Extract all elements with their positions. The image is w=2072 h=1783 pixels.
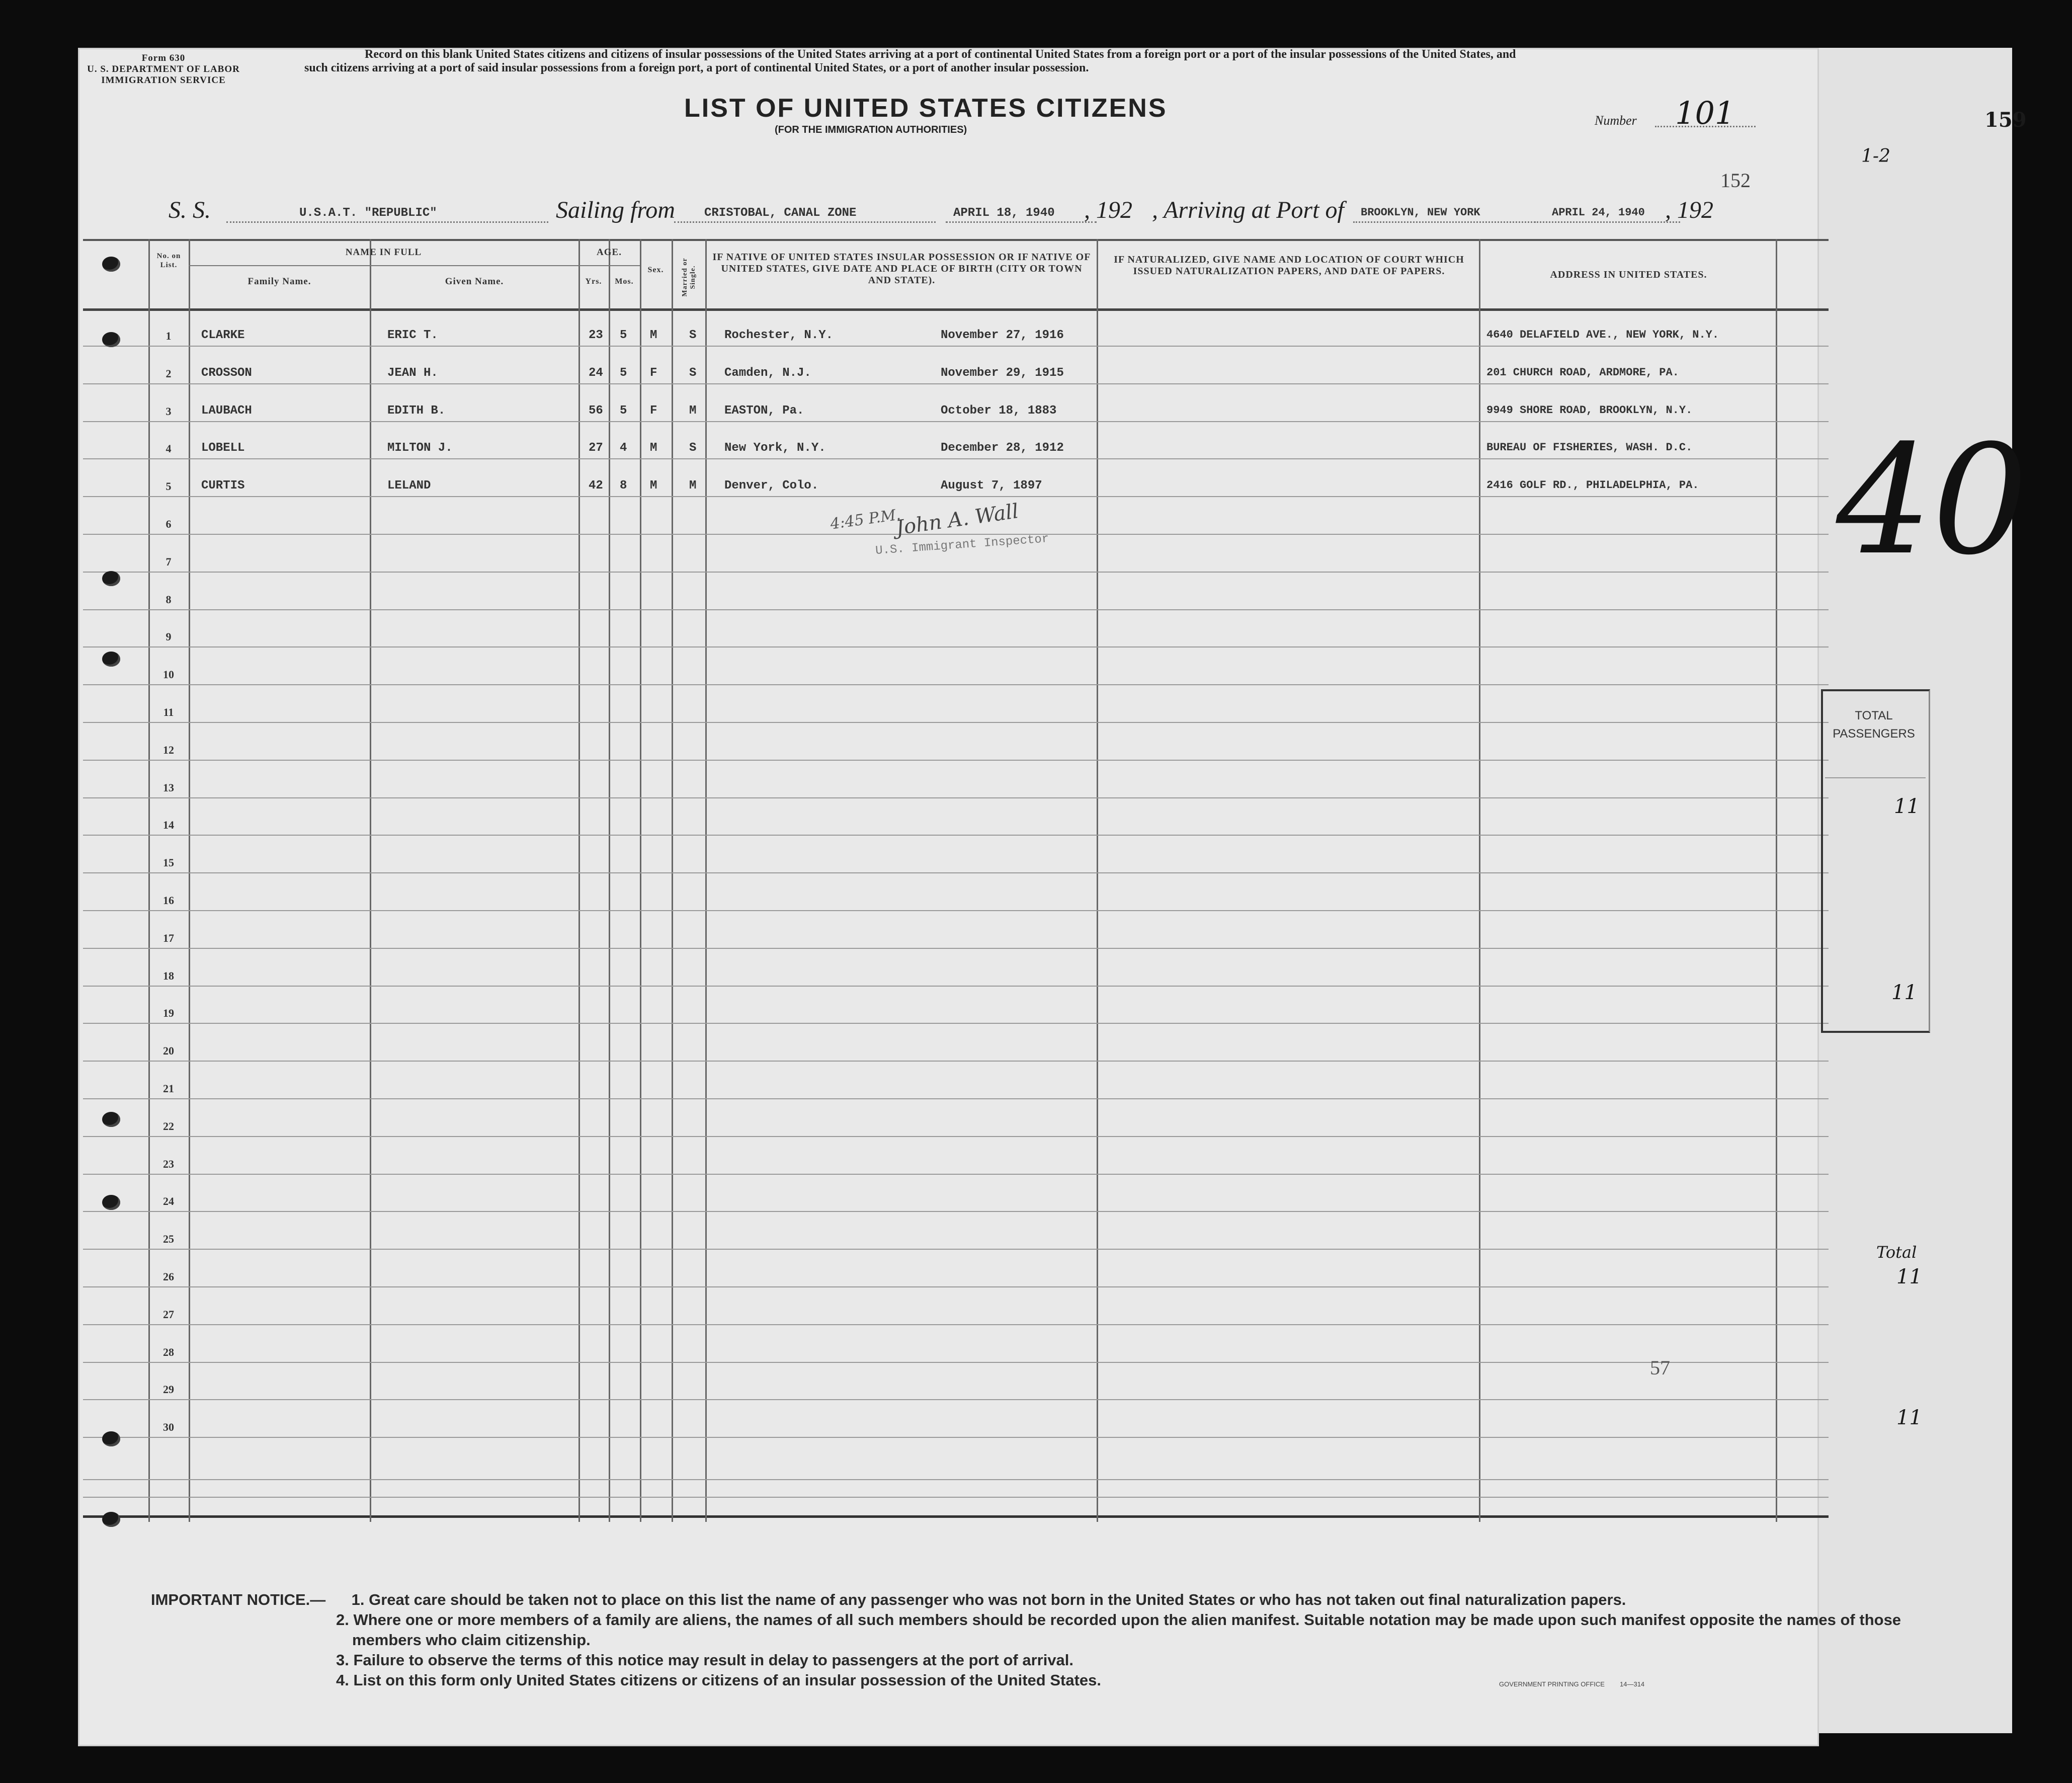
passenger-family-name: CURTIS	[201, 479, 245, 493]
punch-hole	[102, 1195, 120, 1210]
row-rule	[83, 1286, 1829, 1287]
service: IMMIGRATION SERVICE	[101, 75, 226, 86]
important-notice	[151, 1590, 1912, 1690]
row-rule	[83, 421, 1829, 422]
col-rule	[1479, 239, 1480, 1522]
row-rule	[83, 496, 1829, 497]
passenger-birthplace: Denver, Colo.	[724, 479, 819, 493]
row-number: 22	[163, 1119, 174, 1132]
passenger-marital-status: S	[689, 366, 697, 380]
row-number: 2	[165, 367, 172, 380]
row-rule	[83, 948, 1829, 949]
passenger-family-name: LOBELL	[201, 441, 245, 455]
passenger-birth-date: October 18, 1883	[941, 403, 1057, 418]
passenger-sex: M	[650, 329, 657, 342]
manifest-page	[78, 48, 1819, 1746]
passenger-given-name: ERIC T.	[387, 329, 438, 342]
row-rule	[83, 646, 1829, 647]
row-number: 5	[165, 480, 172, 493]
header-no: No. on List.	[156, 252, 181, 269]
header-naturalized: IF NATURALIZED, GIVE NAME AND LOCATION OF COURT WHICH ISSUED NATURALIZATION PAPERS, AND DATE OF PAPERS.	[1114, 254, 1464, 277]
corner-mark: 1-2	[1861, 146, 1890, 167]
big-handwritten-mark: 40	[1836, 413, 2028, 588]
form-number: Form 630	[141, 53, 186, 63]
header-mos: Mos.	[615, 277, 634, 286]
header-given-name: Given Name.	[445, 276, 504, 287]
passenger-birthplace: Rochester, N.Y.	[724, 329, 834, 342]
passenger-marital-status: M	[689, 403, 697, 418]
sailing-date: APRIL 18, 1940	[953, 206, 1055, 220]
arrival-date-underline	[1534, 221, 1680, 223]
passenger-sex: F	[650, 403, 657, 418]
header-family-name: Family Name.	[247, 276, 311, 287]
notice-label: IMPORTANT NOTICE.—	[151, 1591, 326, 1608]
passenger-address: 2416 GOLF RD., PHILADELPHIA, PA.	[1486, 479, 1699, 492]
row-number: 27	[163, 1308, 174, 1321]
total-box-rule	[1825, 777, 1926, 778]
side-total-value-1: 11	[1896, 1265, 1922, 1288]
passenger-family-name: LAUBACH	[201, 403, 252, 418]
inspector-title: U.S. Immigrant Inspector	[875, 532, 1050, 558]
header-address: ADDRESS IN UNITED STATES.	[1550, 269, 1707, 280]
notice-item-2: 2. Where one or more members of a family are aliens, the names of all such members should be recorded upon the alien manifest. Suitable notation may be made upon such manifest opposite the names of those members who claim citizenship.	[336, 1611, 1901, 1649]
row-rule	[83, 1174, 1829, 1175]
row-rule	[83, 722, 1829, 723]
passenger-marital-status: S	[689, 329, 697, 342]
col-rule	[1097, 239, 1098, 1522]
passenger-age-years: 56	[589, 403, 603, 418]
passenger-birth-date: November 27, 1916	[941, 329, 1064, 342]
header-age: AGE.	[597, 247, 622, 258]
row-number: 9	[165, 630, 172, 643]
printer-code: 14—314	[1620, 1680, 1645, 1688]
row-rule	[83, 1399, 1829, 1400]
punch-hole	[102, 1431, 120, 1446]
col-rule	[672, 239, 673, 1522]
row-number: 26	[163, 1270, 174, 1283]
passenger-birth-date: August 7, 1897	[941, 479, 1042, 493]
side-total-label: Total	[1876, 1243, 1917, 1262]
bottom-number: 57	[1650, 1356, 1670, 1379]
ship-underline	[226, 221, 548, 223]
row-rule	[83, 383, 1829, 384]
passenger-sex: M	[650, 479, 657, 493]
passenger-address: BUREAU OF FISHERIES, WASH. D.C.	[1486, 441, 1693, 454]
passenger-address: 201 CHURCH ROAD, ARDMORE, PA.	[1486, 366, 1679, 379]
sailing-port-underline	[674, 221, 936, 223]
row-rule	[83, 1211, 1829, 1212]
row-rule	[83, 346, 1829, 347]
row-number: 17	[163, 931, 174, 944]
row-number: 6	[165, 518, 172, 530]
passenger-marital-status: S	[689, 441, 697, 455]
row-rule	[83, 986, 1829, 987]
passenger-marital-status: M	[689, 479, 697, 493]
punch-hole	[102, 257, 120, 272]
row-number: 12	[163, 743, 174, 756]
total-box-value-2: 11	[1891, 981, 1917, 1004]
row-number: 19	[163, 1007, 174, 1020]
row-number: 25	[163, 1233, 174, 1246]
row-rule	[83, 1362, 1829, 1363]
col-rule	[705, 239, 707, 1522]
row-rule	[83, 1497, 1829, 1498]
row-number: 15	[163, 856, 174, 869]
punch-hole	[102, 1512, 120, 1527]
total-box-value-1: 11	[1894, 795, 1920, 818]
header-yrs: Yrs.	[585, 277, 602, 286]
header-married-single: Married or Single.	[681, 258, 697, 297]
row-number: 23	[163, 1157, 174, 1170]
row-number: 18	[163, 969, 174, 982]
stamp-number: 152	[1720, 169, 1751, 192]
inspector-time: 4:45 P.M.	[829, 506, 902, 533]
punch-hole	[102, 652, 120, 667]
row-rule	[83, 1479, 1829, 1480]
row-rule	[83, 684, 1829, 685]
total-passengers-label: TOTAL PASSENGERS	[1833, 709, 1915, 741]
table-top-rule	[83, 239, 1829, 241]
row-number: 11	[163, 706, 174, 718]
row-number: 14	[163, 819, 174, 832]
number-label: Number	[1595, 113, 1637, 128]
passenger-family-name: CROSSON	[201, 366, 252, 380]
passenger-sex: F	[650, 366, 657, 380]
name-header-rule	[189, 265, 578, 266]
row-rule	[83, 1136, 1829, 1137]
passenger-age-years: 42	[589, 479, 603, 493]
row-rule	[83, 910, 1829, 911]
side-total-value-2: 11	[1896, 1406, 1922, 1429]
row-number: 8	[165, 593, 172, 606]
punch-hole	[102, 332, 120, 347]
passenger-birth-date: December 28, 1912	[941, 441, 1064, 455]
notice-item-1: 1. Great care should be taken not to place on this list the name of any passenger who was not born in the United States or who has not taken out final naturalization papers.	[351, 1591, 1626, 1608]
page-subtitle: (FOR THE IMMIGRATION AUTHORITIES)	[775, 124, 967, 135]
row-rule	[83, 1249, 1829, 1250]
passenger-age-years: 24	[589, 366, 603, 380]
row-rule	[83, 1098, 1829, 1099]
row-number: 13	[163, 781, 174, 794]
sailing-label: Sailing from	[556, 197, 675, 223]
header-name-in-full: NAME IN FULL	[345, 247, 422, 258]
passenger-age-months: 4	[620, 441, 627, 455]
row-number: 10	[163, 668, 174, 681]
header-bottom-rule	[83, 308, 1829, 311]
passenger-age-months: 5	[620, 366, 627, 380]
passenger-family-name: CLARKE	[201, 329, 245, 342]
ss-label: S. S.	[169, 197, 211, 223]
arrival-date: APRIL 24, 1940	[1552, 206, 1645, 219]
age-header-rule	[578, 265, 640, 266]
row-rule	[83, 458, 1829, 459]
passenger-sex: M	[650, 441, 657, 455]
passenger-given-name: MILTON J.	[387, 441, 453, 455]
passenger-age-months: 8	[620, 479, 627, 493]
row-rule	[83, 572, 1829, 573]
year-suffix-1: , 192	[1084, 197, 1132, 223]
arriving-label: , Arriving at Port of	[1152, 197, 1344, 223]
form-identifier	[80, 53, 246, 86]
passenger-birthplace: New York, N.Y.	[724, 441, 826, 455]
row-rule	[83, 1324, 1829, 1325]
row-rule	[83, 760, 1829, 761]
row-number: 16	[163, 894, 174, 907]
row-rule	[83, 797, 1829, 798]
col-rule	[189, 239, 190, 1522]
notice-item-3: 3. Failure to observe the terms of this notice may result in delay to passengers at the port of arrival.	[336, 1651, 1074, 1669]
row-number: 24	[163, 1195, 174, 1208]
row-number: 21	[163, 1082, 174, 1095]
list-number: 101	[1675, 95, 1735, 131]
page-title: LIST OF UNITED STATES CITIZENS	[684, 94, 1168, 123]
row-number: 30	[163, 1421, 174, 1434]
col-rule	[640, 239, 641, 1522]
department: U. S. DEPARTMENT OF LABOR	[87, 64, 240, 74]
row-rule	[83, 1061, 1829, 1062]
passenger-birth-date: November 29, 1915	[941, 366, 1064, 380]
intro-text: Record on this blank United States citizens and citizens of insular possessions of the United States arriving at a port of continental United States from a foreign port or a port of the insular possessions of the United States, and such citizens arriving at a port of said insular possessions from a foreign port, a port of continental United States, or a port of another insular possession.	[304, 48, 1516, 74]
row-rule	[83, 835, 1829, 836]
col-rule	[578, 239, 580, 1522]
printer-office: GOVERNMENT PRINTING OFFICE	[1499, 1680, 1605, 1688]
passenger-age-years: 27	[589, 441, 603, 455]
inspector-signature: John A. Wall	[894, 500, 1020, 540]
row-number: 4	[165, 442, 172, 455]
arrival-port: BROOKLYN, NEW YORK	[1361, 206, 1480, 219]
passenger-birthplace: Camden, N.J.	[724, 366, 811, 380]
row-number: 7	[165, 555, 172, 568]
col-rule	[148, 239, 150, 1522]
row-number: 29	[163, 1383, 174, 1396]
notice-item-4: 4. List on this form only United States citizens or citizens of an insular possession of the United States.	[336, 1671, 1101, 1689]
passenger-age-months: 5	[620, 329, 627, 342]
col-rule	[609, 239, 610, 1522]
row-rule	[83, 872, 1829, 873]
passenger-given-name: EDITH B.	[387, 403, 446, 418]
row-rule	[83, 534, 1829, 535]
row-number: 3	[165, 404, 172, 418]
row-rule	[83, 609, 1829, 610]
header-sex: Sex.	[647, 266, 664, 274]
sailing-date-underline	[946, 221, 1097, 223]
passenger-address: 4640 DELAFIELD AVE., NEW YORK, N.Y.	[1486, 329, 1719, 341]
col-rule	[1776, 239, 1777, 1522]
header-birth: IF NATIVE OF UNITED STATES INSULAR POSSESSION OR IF NATIVE OF UNITED STATES, GIVE DATE AND PLACE OF BIRTH (CITY OR TOWN AND STATE).	[712, 252, 1091, 286]
row-number: 20	[163, 1044, 174, 1058]
punch-hole	[102, 1112, 120, 1127]
table-bottom-rule	[83, 1515, 1829, 1518]
passenger-given-name: LELAND	[387, 479, 431, 493]
row-rule	[83, 1023, 1829, 1024]
passenger-age-months: 5	[620, 403, 627, 418]
passenger-birthplace: EASTON, Pa.	[724, 403, 804, 418]
sailing-port: CRISTOBAL, CANAL ZONE	[704, 206, 857, 220]
year-suffix-2: , 192	[1665, 197, 1713, 223]
row-number: 28	[163, 1345, 174, 1358]
row-rule	[83, 1437, 1829, 1438]
punch-hole	[102, 571, 120, 586]
col-rule	[370, 239, 371, 1522]
passenger-given-name: JEAN H.	[387, 366, 438, 380]
passenger-address: 9949 SHORE ROAD, BROOKLYN, N.Y.	[1486, 403, 1693, 417]
page-number: 159	[1984, 108, 2027, 132]
passenger-age-years: 23	[589, 329, 603, 342]
row-number: 1	[165, 330, 172, 342]
ship-name: U.S.A.T. "REPUBLIC"	[299, 206, 437, 220]
